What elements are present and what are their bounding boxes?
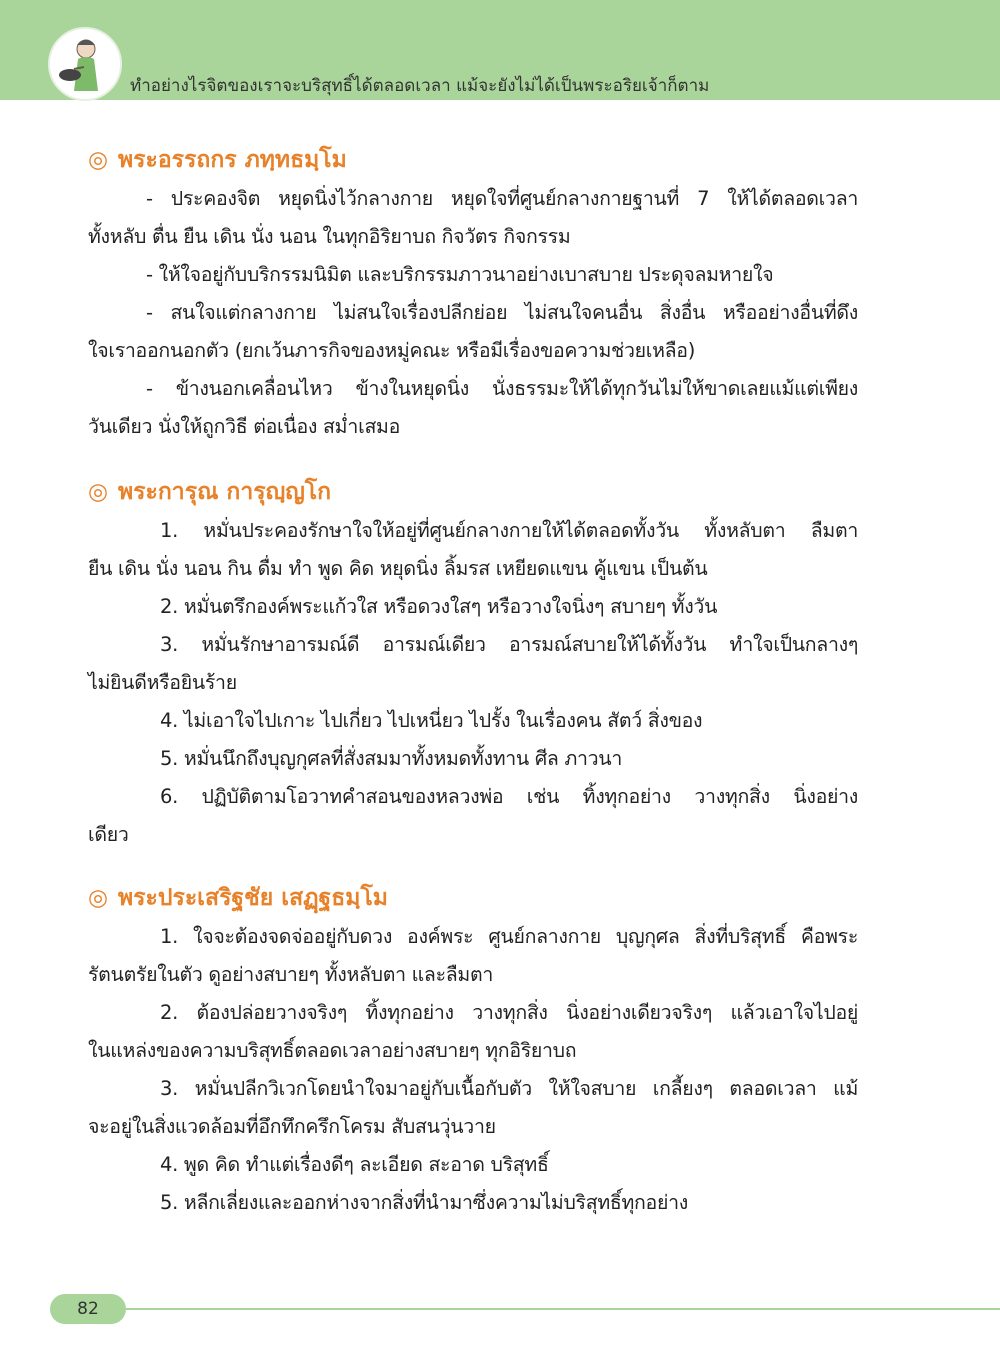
section-title-text: พระประเสริฐชัย เสฏฺฐธมฺโม xyxy=(118,885,388,911)
paragraph-line: ยืน เดิน นั่ง นอน กิน ดื่ม ทำ พูด คิด หยุดนิ่ง ลิ้มรส เหยียดแขน คู้แขน เป็นต้น xyxy=(88,557,708,580)
paragraph-line: - สนใจแต่กลางกาย ไม่สนใจเรื่องปลีกย่อย ไม่สนใจคนอื่น สิ่งอื่น หรืออย่างอื่นที่ดึง xyxy=(146,301,858,324)
paragraph-line: - ข้างนอกเคลื่อนไหว ข้างในหยุดนิ่ง นั่งธรรมะให้ได้ทุกวันไม่ให้ขาดเลยแม้แต่เพียง xyxy=(146,377,858,400)
paragraph-line: วันเดียว นั่งให้ถูกวิธี ต่อเนื่อง สม่ำเสมอ xyxy=(88,415,401,438)
section-title xyxy=(88,878,858,918)
bullet-icon: ◎ xyxy=(88,885,109,911)
paragraph-line: 2. ต้องปล่อยวางจริงๆ ทิ้งทุกอย่าง วางทุกสิ่ง นิ่งอย่างเดียวจริงๆ แล้วเอาใจไปอยู่ xyxy=(160,1001,858,1024)
monk-illustration-icon xyxy=(50,29,120,99)
bullet-icon: ◎ xyxy=(88,479,109,505)
section-2 xyxy=(88,472,858,854)
footer-rule xyxy=(126,1308,1000,1310)
paragraph-line: - ประคองจิต หยุดนิ่งไว้กลางกาย หยุดใจที่ศูนย์กลางกายฐานที่ 7 ให้ได้ตลอดเวลา xyxy=(146,187,858,210)
page-number: 82 xyxy=(50,1294,126,1324)
paragraph-line: 4. ไม่เอาใจไปเกาะ ไปเกี่ยว ไปเหนี่ยว ไปรั้ง ในเรื่องคน สัตว์ สิ่งของ xyxy=(160,709,703,732)
running-header: ทำอย่างไรจิตของเราจะบริสุทธิ์ได้ตลอดเวลา แม้จะยังไม่ได้เป็นพระอริยเจ้าก็ตาม xyxy=(130,76,710,96)
section-title xyxy=(88,472,858,512)
paragraph-line: 4. พูด คิด ทำแต่เรื่องดีๆ ละเอียด สะอาด บริสุทธิ์ xyxy=(160,1153,549,1176)
paragraph-line: ใจเราออกนอกตัว (ยกเว้นภารกิจของหมู่คณะ หรือมีเรื่องขอความช่วยเหลือ) xyxy=(88,339,696,362)
paragraph-line: จะอยู่ในสิ่งแวดล้อมที่อึกทึกครึกโครม สับสนวุ่นวาย xyxy=(88,1115,496,1138)
paragraph-line: 2. หมั่นตรึกองค์พระแก้วใส หรือดวงใสๆ หรือวางใจนิ่งๆ สบายๆ ทั้งวัน xyxy=(160,595,718,618)
paragraph-line: รัตนตรัยในตัว ดูอย่างสบายๆ ทั้งหลับตา และลืมตา xyxy=(88,963,493,986)
paragraph-line: ในแหล่งของความบริสุทธิ์ตลอดเวลาอย่างสบายๆ ทุกอิริยาบถ xyxy=(88,1039,577,1062)
paragraph-line: ไม่ยินดีหรือยินร้าย xyxy=(88,671,237,694)
paragraph-line: ทั้งหลับ ตื่น ยืน เดิน นั่ง นอน ในทุกอิริยาบถ กิจวัตร กิจกรรม xyxy=(88,225,571,248)
paragraph-line: 1. ใจจะต้องจดจ่ออยู่กับดวง องค์พระ ศูนย์กลางกาย บุญกุศล สิ่งที่บริสุทธิ์ คือพระ xyxy=(160,925,858,948)
paragraph-line: 3. หมั่นรักษาอารมณ์ดี อารมณ์เดียว อารมณ์สบายให้ได้ทั้งวัน ทำใจเป็นกลางๆ xyxy=(160,633,858,656)
paragraph-line: 1. หมั่นประคองรักษาใจให้อยู่ที่ศูนย์กลางกายให้ได้ตลอดทั้งวัน ทั้งหลับตา ลืมตา xyxy=(160,519,858,542)
paragraph-line: - ให้ใจอยู่กับบริกรรมนิมิต และบริกรรมภาวนาอย่างเบาสบาย ประดุจลมหายใจ xyxy=(146,263,774,286)
section-3 xyxy=(88,878,858,1222)
paragraph-line: 5. หมั่นนึกถึงบุญกุศลที่สั่งสมมาทั้งหมดทั้งทาน ศีล ภาวนา xyxy=(160,747,622,770)
section-title-text: พระการุณ การุญฺญโก xyxy=(118,479,332,505)
avatar xyxy=(48,27,122,101)
paragraph-line: 3. หมั่นปลีกวิเวกโดยนำใจมาอยู่กับเนื้อกับตัว ให้ใจสบาย เกลี้ยงๆ ตลอดเวลา แม้ xyxy=(160,1077,858,1100)
section-title xyxy=(88,140,858,180)
section-1 xyxy=(88,140,858,446)
paragraph-line: 6. ปฏิบัติตามโอวาทคำสอนของหลวงพ่อ เช่น ทิ้งทุกอย่าง วางทุกสิ่ง นิ่งอย่าง xyxy=(160,785,858,808)
paragraph-line: เดียว xyxy=(88,823,129,846)
section-title-text: พระอรรถกร ภทฺทธมฺโม xyxy=(118,147,347,173)
bullet-icon: ◎ xyxy=(88,147,109,173)
paragraph-line: 5. หลีกเลี่ยงและออกห่างจากสิ่งที่นำมาซึ่งความไม่บริสุทธิ์ทุกอย่าง xyxy=(160,1191,688,1214)
